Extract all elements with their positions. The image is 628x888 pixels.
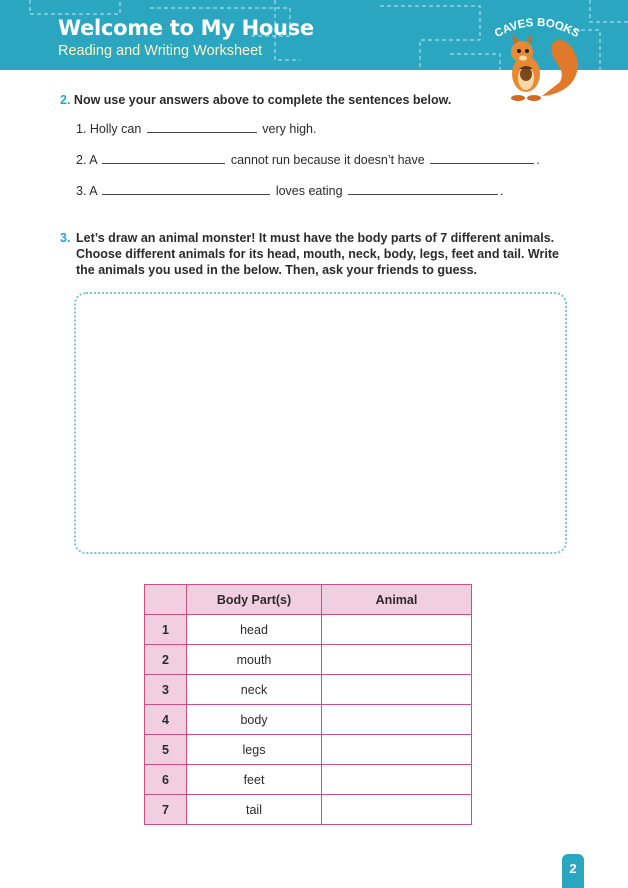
- caves-books-logo: [482, 8, 592, 103]
- sentence-2-prefix: 2. A: [76, 153, 97, 167]
- sentence-2: [76, 151, 540, 167]
- question-3-text: [76, 230, 559, 278]
- header-number: [145, 585, 187, 615]
- worksheet-subtitle: Reading and Writing Worksheet: [58, 43, 263, 59]
- row-number: 7: [145, 795, 187, 825]
- answer-blank[interactable]: [147, 120, 257, 133]
- table-row: [145, 795, 472, 825]
- body-part-cell: feet: [187, 765, 322, 795]
- drawing-area[interactable]: [74, 292, 567, 554]
- answer-blank[interactable]: [430, 151, 534, 164]
- sentence-3-middle: loves eating: [275, 184, 343, 198]
- answer-blank[interactable]: [348, 182, 498, 195]
- animal-cell[interactable]: [322, 735, 472, 765]
- row-number: 3: [145, 675, 187, 705]
- question-3-line-3: the animals you used in the below. Then, ask your friends to guess.: [76, 263, 478, 277]
- squirrel-tail: [542, 40, 578, 96]
- sentence-3-period: .: [500, 184, 504, 198]
- animal-cell[interactable]: [322, 795, 472, 825]
- animal-cell[interactable]: [322, 705, 472, 735]
- question-3-line-2: Choose different animals for its head, mouth, neck, body, legs, feet and tail. Write: [76, 247, 559, 261]
- acorn: [520, 67, 532, 81]
- body-part-cell: body: [187, 705, 322, 735]
- body-part-cell: tail: [187, 795, 322, 825]
- question-3-number: 3.: [60, 231, 71, 245]
- table-row: [145, 615, 472, 645]
- answer-blank[interactable]: [102, 182, 270, 195]
- body-part-cell: head: [187, 615, 322, 645]
- header-body-parts: Body Part(s): [187, 585, 322, 615]
- row-number: 4: [145, 705, 187, 735]
- animal-cell[interactable]: [322, 675, 472, 705]
- question-2-text: Now use your answers above to complete the sentences below.: [73, 93, 452, 107]
- question-2-number: 2.: [60, 93, 71, 107]
- row-number: 5: [145, 735, 187, 765]
- sentence-1-prefix: 1. Holly can: [76, 122, 142, 136]
- row-number: 1: [145, 615, 187, 645]
- animal-cell[interactable]: [322, 615, 472, 645]
- answer-blank[interactable]: [102, 151, 225, 164]
- body-part-cell: neck: [187, 675, 322, 705]
- sentence-3: [76, 182, 504, 198]
- worksheet-title: Welcome to My House: [58, 16, 314, 40]
- table-row: [145, 765, 472, 795]
- brand-text: CAVES BOOKS: [492, 16, 582, 41]
- question-2: [60, 92, 451, 108]
- table-header-row: [145, 585, 472, 615]
- row-number: 2: [145, 645, 187, 675]
- body-part-cell: mouth: [187, 645, 322, 675]
- table-row: [145, 705, 472, 735]
- animal-cell[interactable]: [322, 765, 472, 795]
- sentence-2-middle: cannot run because it doesn’t have: [230, 153, 425, 167]
- header-animal: Animal: [322, 585, 472, 615]
- sentence-3-prefix: 3. A: [76, 184, 97, 198]
- page-number: 2: [562, 854, 584, 888]
- sentence-1-ending: very high.: [262, 122, 317, 136]
- table-row: [145, 645, 472, 675]
- sentence-1: [76, 120, 316, 136]
- body-part-cell: legs: [187, 735, 322, 765]
- row-number: 6: [145, 765, 187, 795]
- table-row: [145, 675, 472, 705]
- question-3-line-1: Let’s draw an animal monster! It must have the body parts of 7 different animals.: [76, 231, 555, 245]
- sentence-2-period: .: [536, 153, 540, 167]
- animal-cell[interactable]: [322, 645, 472, 675]
- body-parts-table: [144, 584, 472, 825]
- table-row: [145, 735, 472, 765]
